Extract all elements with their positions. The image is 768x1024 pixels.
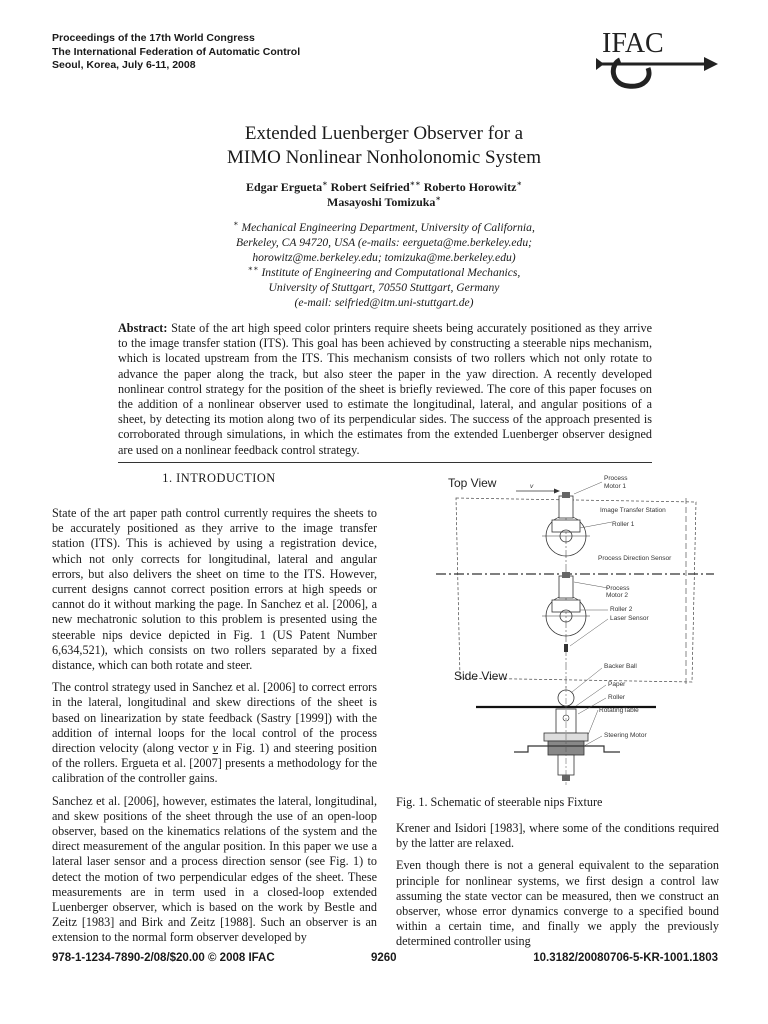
header-line-3: Seoul, Korea, July 6-11, 2008	[52, 59, 196, 71]
author-2-mark: ∗∗	[409, 179, 421, 188]
affil-mark-1: ∗	[233, 219, 239, 229]
velocity-label: v	[530, 483, 534, 490]
label-laser-sensor: Laser Sensor	[610, 615, 649, 622]
affil-line-3: horowitz@me.berkeley.edu; tomizuka@me.berkeley.edu)	[252, 251, 516, 264]
intro-paragraph-2-part-a: The control strategy used in Sanchez et al. [2006] to correct errors in the lateral, longitudinal and skew directions of the sheet is based on linearization by state feedback (Sastry [1999]) with the addition of internal loops for the local control of the process direction velocity (along vector	[52, 680, 377, 756]
affiliations	[100, 220, 668, 310]
intro-paragraph-2	[52, 680, 377, 786]
label-image-transfer-station: Image Transfer Station	[600, 507, 666, 514]
label-paper: Paper	[608, 681, 626, 688]
header-line-2: The International Federation of Automatic Control	[52, 45, 301, 58]
affil-line-6: (e-mail: seifried@itm.uni-stuttgart.de)	[294, 296, 474, 309]
affil-line-2: Berkeley, CA 94720, USA (e-mails: eergueta@me.berkeley.edu;	[235, 236, 532, 249]
abstract-text: State of the art high speed color printers require sheets being accurately positioned as they arrive to the image transfer station (ITS). This goal has been achieved by constructing a steerable nips mechanism, which is located upstream from the ITS. This mechanism consists of two rollers which not only rotate to advance the paper along the track, but also steer the paper in the yaw direction. A recently developed nonlinear control strategy for the position of the sheet is briefly reviewed. The core of this paper focuses on the addition of a nonlinear observer used to estimate the longitudinal, lateral, and angular positions of a sheet, by detecting its motion along two of its perpendicular sides. The success of the approach presented is corroborated through simulations, in which the estimates from the extended Luenberger observer designed are used on a nonlinear feedback control strategy.	[118, 321, 653, 457]
abstract-label: Abstract:	[118, 321, 168, 335]
label-process-motor-2-b: Motor 2	[606, 592, 629, 599]
affil-mark-2: ∗∗	[247, 264, 259, 274]
steerable-nips-schematic	[396, 470, 716, 790]
side-view-label: Side View	[454, 669, 508, 683]
label-process-direction-sensor: Process Direction Sensor	[598, 555, 672, 562]
footer-isbn: 978-1-1234-7890-2/08/$20.00 © 2008 IFAC	[52, 952, 275, 964]
left-column	[52, 506, 377, 953]
label-roller: Roller	[608, 694, 625, 701]
right-paragraph-2: Even though there is not a general equivalent to the separation principle for nonlinear systems, we first design a control law assuming the state vector can be measured, then we construct an observer, whose error dynamics converge to a specified bound within a certain time, and finally we apply the previously determined controller using	[396, 858, 719, 949]
intro-paragraph-1: State of the art paper path control currently requires the sheets to be accurately positioned as they arrive to the image transfer station (ITS). This is achieved by using a registration device, which not only corrects for longitudinal, lateral and angular errors, but also delivers the sheet on time to the ITS. However, current designs cannot correct position errors at high speeds or cannot do it without marking the page. In Sanchez et al. [2006], a new mechatronic solution to this problem is presented using the steerable nips device depicted in Fig. 1 (US Patent Number 6,634,521), which consists on two rollers separated by a fixed distance, which can both rotate and steer.	[52, 506, 377, 673]
author-3-mark: ∗	[516, 179, 522, 188]
page-footer	[52, 952, 718, 968]
label-roller-2: Roller 2	[610, 606, 633, 613]
right-paragraph-1: Krener and Isidori [1983], where some of the conditions required by the latter are relaxed.	[396, 821, 719, 851]
paper-title	[90, 122, 678, 170]
affil-line-1: Mechanical Engineering Department, University of California,	[241, 221, 535, 234]
ifac-logo	[592, 26, 718, 96]
intro-paragraph-2-part-b: in Fig. 1) and steering position of the rollers. Ergueta et al. [2007] presents a methodology for the calibration of the controller gains.	[52, 741, 377, 786]
right-column	[396, 821, 719, 957]
vector-v-symbol: v	[212, 741, 218, 756]
abstract-divider	[118, 462, 652, 463]
author-list	[90, 180, 678, 210]
label-backer-ball: Backer Ball	[604, 663, 637, 670]
header-line-1: Proceedings of the 17th World Congress	[52, 32, 255, 44]
intro-paragraph-3: Sanchez et al. [2006], however, estimates the lateral, longitudinal, and skew positions of the sheet through the use of an open-loop observer, based on the kinematics relations of the system and the direct measurement of the angular position. In this paper we use a lateral laser sensor and a process direction sensor (see Fig. 1) to detect the motion of two perpendicular edges of the sheet. These measurements are in term used in a closed-loop extended Luenberger observer, which is based on the work by Bestle and Zeitz [1983] and Birk and Zeitz [1988]. Such an observer is an extension to the normal form observer developed by	[52, 793, 377, 945]
section-heading-introduction: 1. INTRODUCTION	[162, 471, 276, 485]
author-4: Masayoshi Tomizuka	[327, 195, 436, 209]
affil-line-4: Institute of Engineering and Computational Mechanics,	[261, 266, 521, 279]
ifac-logo-text: IFAC	[602, 28, 664, 59]
label-roller-1: Roller 1	[612, 521, 635, 528]
footer-doi: 10.3182/20080706-5-KR-1001.1803	[533, 952, 718, 964]
abstract	[118, 321, 652, 458]
label-process-motor-1-b: Motor 1	[604, 483, 627, 490]
author-3: Roberto Horowitz	[423, 180, 517, 194]
proceedings-header	[52, 32, 300, 73]
label-process-motor-1-a: Process	[604, 475, 628, 482]
author-2: Robert Seifried	[330, 180, 410, 194]
author-4-mark: ∗	[435, 194, 441, 203]
title-line-1: Extended Luenberger Observer for a	[244, 123, 524, 144]
author-1-mark: ∗	[322, 179, 328, 188]
author-1: Edgar Ergueta	[246, 180, 323, 194]
label-steering-motor: Steering Motor	[604, 732, 647, 739]
top-view-label: Top View	[448, 476, 497, 490]
affil-line-5: University of Stuttgart, 70550 Stuttgart, Germany	[268, 281, 500, 294]
figure-caption: Fig. 1. Schematic of steerable nips Fixture	[396, 795, 603, 809]
label-process-motor-2-a: Process	[606, 585, 630, 592]
title-line-2: MIMO Nonlinear Nonholonomic System	[226, 147, 541, 168]
label-rotating-table: RotatingTable	[599, 707, 639, 714]
laser-sensor	[564, 644, 568, 652]
footer-page-number: 9260	[371, 952, 397, 964]
